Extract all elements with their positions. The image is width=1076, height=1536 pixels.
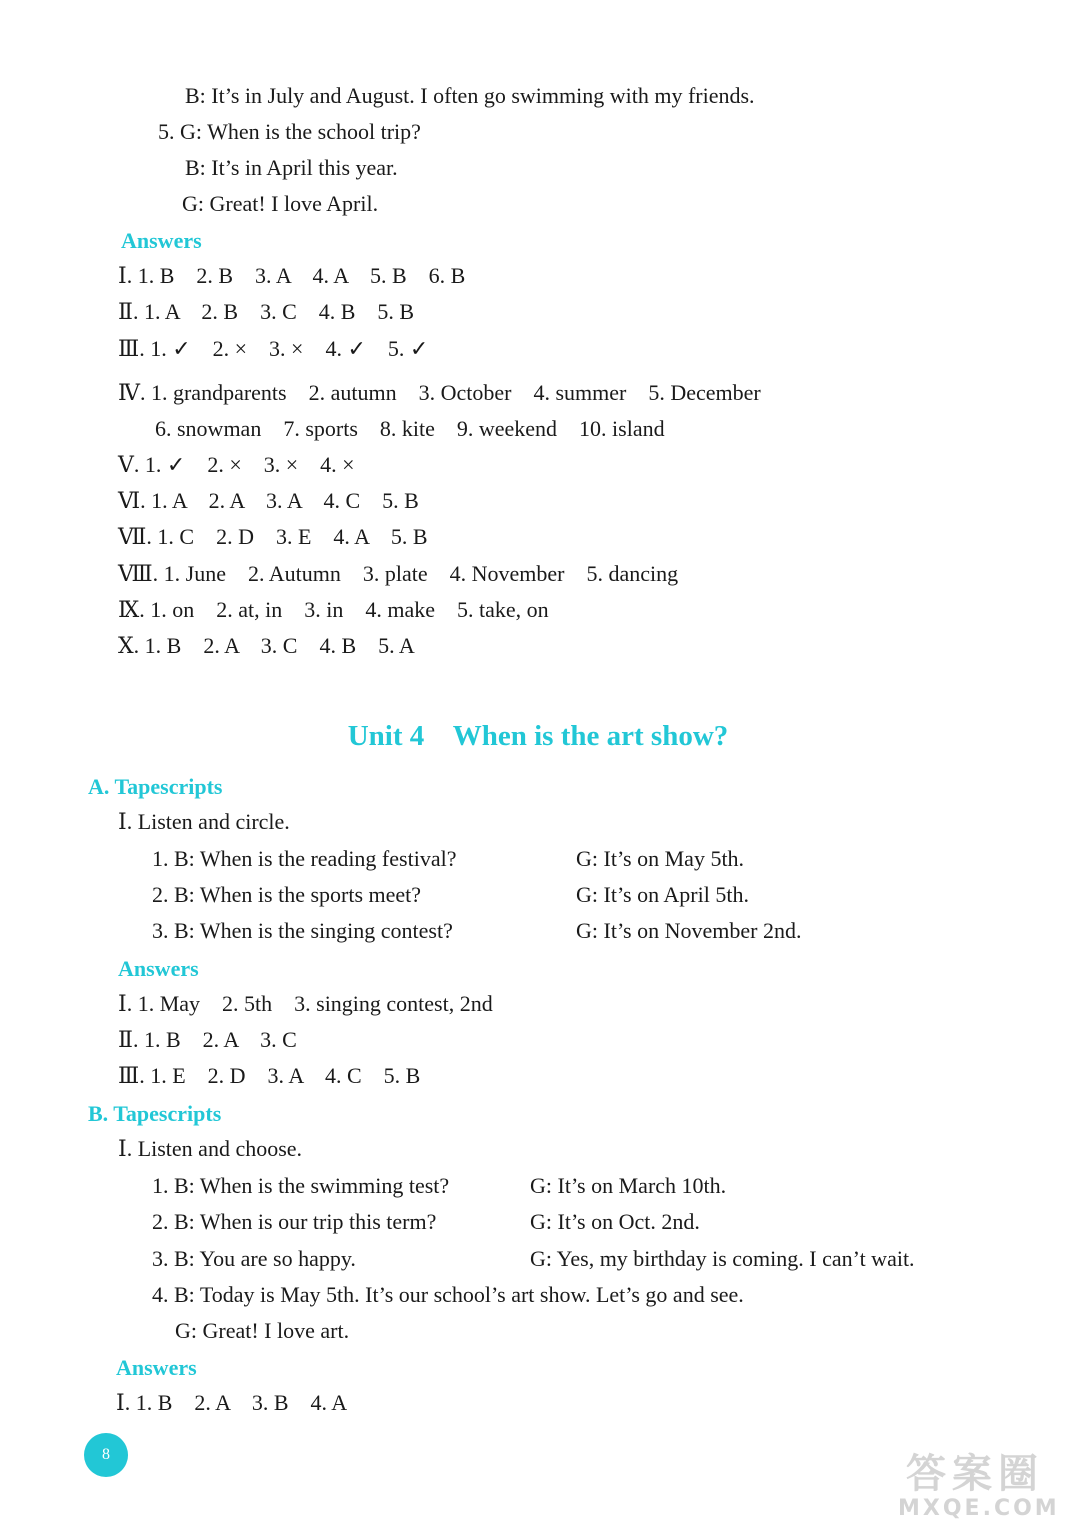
watermark-logo bbox=[898, 1442, 1060, 1526]
unit-title: Unit 4 When is the art show? bbox=[347, 720, 729, 752]
answer-line: Ⅸ. 1. on 2. at, in 3. in 4. make 5. take, on bbox=[118, 597, 549, 622]
dialog-line: 3. B: You are so happy. bbox=[152, 1246, 356, 1271]
answer-line: Ⅷ. 1. June 2. Autumn 3. plate 4. November 5. dancing bbox=[118, 561, 679, 586]
dialog-line: G: Great! I love April. bbox=[182, 191, 379, 216]
answer-line: Ⅰ. 1. May 2. 5th 3. singing contest, 2nd bbox=[118, 991, 493, 1016]
answer-line: Ⅱ. 1. B 2. A 3. C bbox=[118, 1027, 297, 1052]
dialog-line: G: It’s on November 2nd. bbox=[576, 918, 802, 943]
dialog-line: G: It’s on April 5th. bbox=[576, 882, 749, 907]
part-a-heading: A. Tapescripts bbox=[88, 774, 223, 799]
dialog-line: 2. B: When is our trip this term? bbox=[152, 1209, 437, 1234]
section-label: Ⅰ. Listen and circle. bbox=[118, 809, 290, 834]
answers-heading: Answers bbox=[116, 1355, 197, 1380]
dialog-line: 2. B: When is the sports meet? bbox=[152, 882, 422, 907]
dialog-line: G: Great! I love art. bbox=[175, 1318, 350, 1343]
dialog-line: G: It’s on Oct. 2nd. bbox=[530, 1209, 700, 1234]
dialog-line: 3. B: When is the singing contest? bbox=[152, 918, 453, 943]
dialog-line: 4. B: Today is May 5th. It’s our school’s art show. Let’s go and see. bbox=[152, 1282, 744, 1307]
answers-heading: Answers bbox=[118, 956, 199, 981]
dialog-line: 1. B: When is the reading festival? bbox=[152, 846, 457, 871]
answer-line: Ⅰ. 1. B 2. B 3. A 4. A 5. B 6. B bbox=[118, 263, 466, 288]
answer-line: Ⅶ. 1. C 2. D 3. E 4. A 5. B bbox=[118, 524, 428, 549]
dialog-line: B: It’s in April this year. bbox=[185, 155, 398, 180]
dialog-line: G: It’s on March 10th. bbox=[530, 1173, 727, 1198]
answer-line: Ⅴ. 1. ✓ 2. × 3. × 4. × bbox=[118, 452, 355, 477]
dialog-line: 5. G: When is the school trip? bbox=[158, 119, 421, 144]
part-b-heading: B. Tapescripts bbox=[88, 1101, 222, 1126]
watermark-bottom: MXQE.COM bbox=[898, 1496, 1060, 1521]
answer-line: Ⅲ. 1. E 2. D 3. A 4. C 5. B bbox=[118, 1063, 421, 1088]
answer-line: Ⅰ. 1. B 2. A 3. B 4. A bbox=[116, 1390, 348, 1415]
answer-line: 6. snowman 7. sports 8. kite 9. weekend 10. island bbox=[155, 416, 665, 441]
dialog-line: G: Yes, my birthday is coming. I can’t wait. bbox=[530, 1246, 915, 1271]
page-number-badge: 8 bbox=[84, 1433, 128, 1477]
answer-line: Ⅳ. 1. grandparents 2. autumn 3. October 4. summer 5. December bbox=[118, 380, 761, 405]
section-label: Ⅰ. Listen and choose. bbox=[118, 1136, 303, 1161]
answer-line: Ⅱ. 1. A 2. B 3. C 4. B 5. B bbox=[118, 299, 415, 324]
answer-line: Ⅹ. 1. B 2. A 3. C 4. B 5. A bbox=[118, 633, 415, 658]
answer-line: Ⅲ. 1. ✓ 2. × 3. × 4. ✓ 5. ✓ bbox=[118, 336, 429, 361]
watermark-top: 答案圈 bbox=[906, 1451, 1044, 1497]
answer-line: Ⅵ. 1. A 2. A 3. A 4. C 5. B bbox=[118, 488, 419, 513]
dialog-line: 1. B: When is the swimming test? bbox=[152, 1173, 450, 1198]
dialog-line: B: It’s in July and August. I often go swimming with my friends. bbox=[185, 83, 755, 108]
answers-heading: Answers bbox=[121, 228, 202, 253]
dialog-line: G: It’s on May 5th. bbox=[576, 846, 745, 871]
